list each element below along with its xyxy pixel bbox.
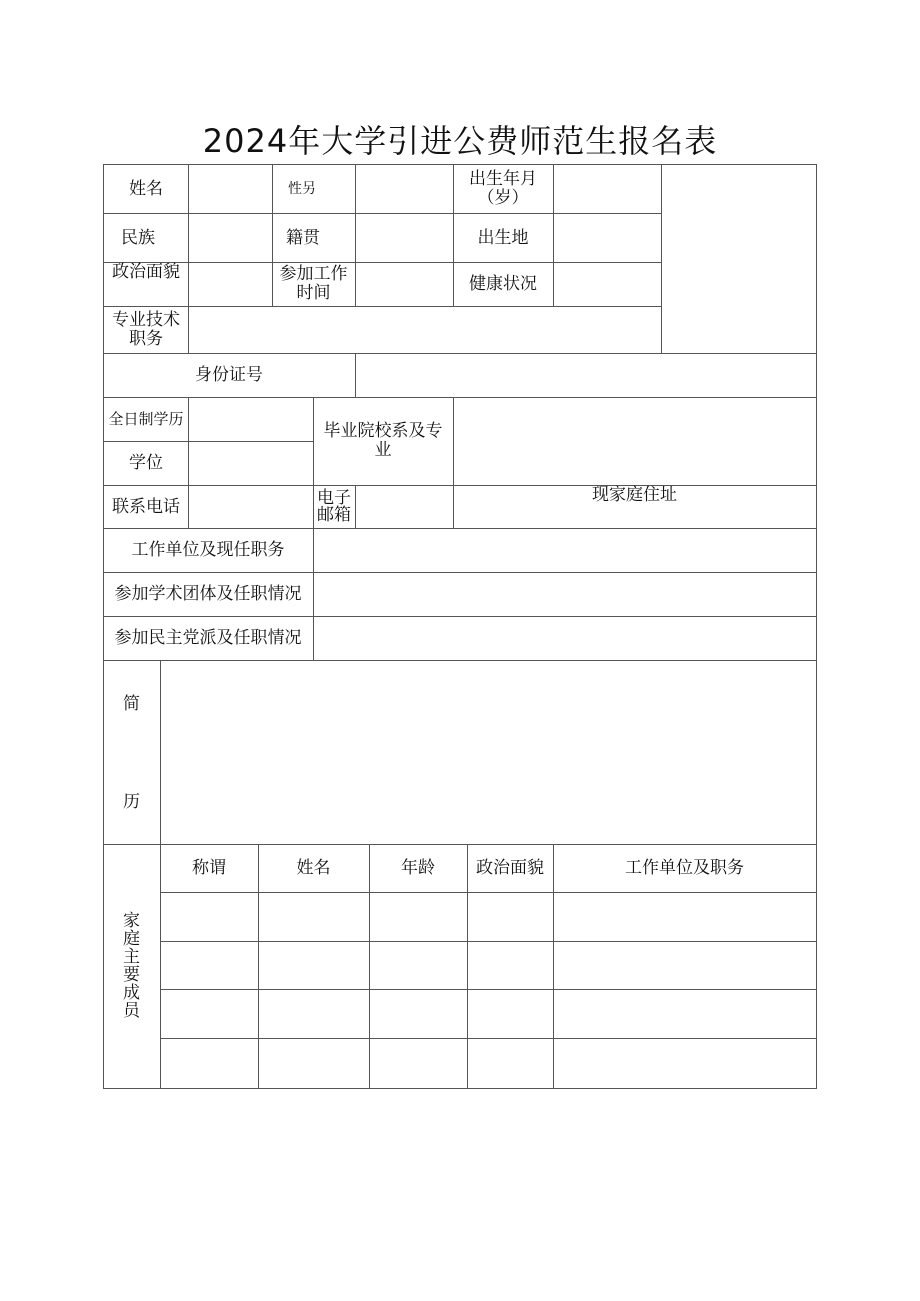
family-label-char: 庭: [123, 929, 140, 949]
family-cell[interactable]: [468, 942, 553, 989]
family-header-name: 姓名: [296, 858, 331, 878]
school-major-label: [313, 397, 453, 485]
work-start-label: [272, 262, 355, 306]
health-field[interactable]: [554, 263, 661, 306]
email-line2: 邮箱: [317, 505, 351, 525]
degree-field[interactable]: [189, 442, 313, 485]
name-label: 姓名: [129, 179, 163, 199]
email-field[interactable]: [356, 486, 453, 528]
family-cell[interactable]: [468, 893, 553, 941]
work-start-line1: 参加工作: [279, 264, 348, 284]
party-label: 参加民主党派及任职情况: [114, 628, 302, 648]
family-header-political: 政治面貌: [476, 858, 544, 878]
address-label: 现家庭住址: [592, 485, 677, 505]
family-cell[interactable]: [370, 1039, 467, 1088]
professional-title-line2: 职务: [129, 329, 163, 349]
school-major-line1: 毕业院校系及专: [323, 421, 443, 441]
professional-title-label: [103, 306, 189, 354]
native-place-label: 籍贯: [286, 228, 320, 248]
work-unit-field[interactable]: [314, 529, 816, 572]
professional-title-field[interactable]: [189, 307, 661, 353]
birthplace-label: 出生地: [477, 228, 529, 248]
fulltime-education-field[interactable]: [189, 398, 313, 441]
family-cell[interactable]: [161, 942, 258, 989]
ethnicity-field[interactable]: [189, 214, 272, 262]
family-label-char: 要: [123, 965, 140, 985]
work-unit-label: 工作单位及现任职务: [131, 540, 285, 560]
professional-title-line1: 专业技术: [112, 310, 180, 330]
academic-groups-label: 参加学术团体及任职情况: [114, 584, 302, 604]
family-header-relation: 称谓: [192, 858, 226, 878]
gender-field[interactable]: [356, 165, 453, 213]
family-cell[interactable]: [259, 990, 369, 1038]
family-cell[interactable]: [554, 990, 816, 1038]
birth-field[interactable]: [554, 165, 661, 213]
birthplace-field[interactable]: [554, 214, 661, 262]
political-label: 政治面貌: [112, 262, 180, 282]
work-start-line2: 时间: [296, 283, 331, 303]
family-cell[interactable]: [161, 893, 258, 941]
family-cell[interactable]: [468, 990, 553, 1038]
email-label: [313, 485, 355, 529]
native-place-field[interactable]: [356, 214, 453, 262]
family-cell[interactable]: [554, 893, 816, 941]
family-header-work-unit: 工作单位及职务: [625, 858, 744, 878]
academic-groups-field[interactable]: [314, 573, 816, 616]
gender-label: 性另: [288, 181, 316, 197]
table-border: [103, 1088, 817, 1089]
birth-label: [453, 164, 553, 214]
resume-label-char2: 历: [123, 792, 140, 812]
id-number-label: 身份证号: [195, 365, 263, 385]
birth-label-line1: 出生年月: [469, 169, 537, 189]
page-title: 2024年大学引进公费师范生报名表: [202, 122, 718, 160]
family-cell[interactable]: [259, 893, 369, 941]
phone-label: 联系电话: [112, 497, 180, 517]
family-cell[interactable]: [468, 1039, 553, 1088]
political-field[interactable]: [189, 263, 272, 306]
resume-field[interactable]: [161, 661, 816, 844]
degree-label: 学位: [129, 453, 163, 473]
family-header-age: 年龄: [401, 858, 435, 878]
family-cell[interactable]: [161, 990, 258, 1038]
work-start-field[interactable]: [356, 263, 453, 306]
school-major-field[interactable]: [454, 398, 816, 485]
photo-area[interactable]: [662, 165, 816, 353]
family-cell[interactable]: [370, 893, 467, 941]
family-cell[interactable]: [370, 990, 467, 1038]
family-cell[interactable]: [259, 942, 369, 989]
family-label-char: 成: [123, 983, 140, 1003]
id-number-field[interactable]: [356, 354, 816, 397]
family-label-char: 主: [123, 947, 140, 967]
family-members-label: [103, 844, 160, 1088]
family-cell[interactable]: [259, 1039, 369, 1088]
resume-label-char1: 简: [123, 694, 140, 714]
name-field[interactable]: [189, 165, 272, 213]
family-cell[interactable]: [370, 942, 467, 989]
ethnicity-label: 民族: [121, 228, 155, 248]
school-major-line2: 业: [374, 440, 392, 460]
family-cell[interactable]: [554, 1039, 816, 1088]
family-cell[interactable]: [161, 1039, 258, 1088]
party-field[interactable]: [314, 617, 816, 660]
family-label-char: 员: [123, 1001, 140, 1021]
family-label-char: 家: [123, 911, 140, 931]
health-label: 健康状况: [469, 274, 537, 294]
email-line1: 电子: [317, 488, 351, 508]
birth-label-line2: （岁）: [477, 188, 529, 208]
family-cell[interactable]: [554, 942, 816, 989]
table-border: [816, 164, 817, 1089]
phone-field[interactable]: [189, 486, 313, 528]
fulltime-education-label: 全日制学历: [108, 410, 184, 428]
